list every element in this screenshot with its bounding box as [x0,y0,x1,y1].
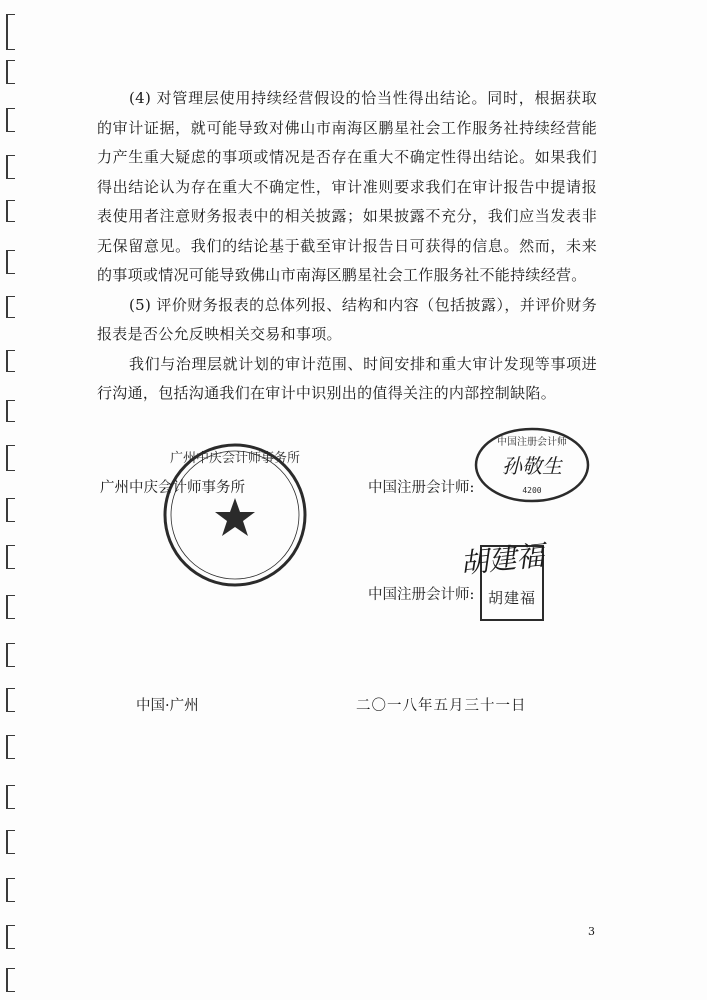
cpa-signature-1: 孙敬生 [502,454,562,478]
cpa-label-2: 中国注册会计师: [368,587,475,603]
cpa-seal-2-name: 胡建福 [487,589,536,607]
binding-mark [6,60,15,84]
binding-mark [6,155,15,179]
binding-mark [6,968,15,992]
binding-mark [6,595,15,619]
binding-mark [6,545,15,569]
cpa-signature-2: 胡建福 [458,538,546,581]
report-date: 二〇一八年五月三十一日 [356,698,527,714]
binding-mark [6,14,15,50]
binding-mark [6,643,15,667]
paragraph-presentation: (5) 评价财务报表的总体列报、结构和内容（包括披露），并评价财务报表是否公允反映相关交易和事项。 [97,295,597,343]
binding-mark [6,498,15,522]
cpa-label-1: 中国注册会计师: [368,480,475,496]
firm-seal-text: 广州中庆会计师事务所 [169,451,301,466]
body-text [97,84,597,409]
binding-mark [6,830,15,854]
cpa-seal-1-text: 中国注册会计师 [497,437,567,448]
binding-mark [6,735,15,759]
binding-mark [6,108,15,132]
binding-mark [6,200,15,222]
cpa-seal-1-code: 4200 [522,486,542,495]
cpa-seal-1 [472,425,592,505]
binding-mark [6,350,15,372]
binding-mark [6,250,15,274]
location: 中国·广州 [136,698,199,714]
firm-name: 广州中庆会计师事务所 [100,480,245,496]
paragraph-communication: 我们与治理层就计划的审计范围、时间安排和重大审计发现等事项进行沟通，包括沟通我们在审计中识别出的值得关注的内部控制缺陷。 [97,354,597,402]
paragraph-going-concern: (4) 对管理层使用持续经营假设的恰当性得出结论。同时，根据获取的审计证据，就可能导致对佛山市南海区鹏星社会工作服务社持续经营能力产生重大疑虑的事项或情况是否存在重大不确定性得出结论。如果我们得出结论认为存在重大不确定性，审计准则要求我们在审计报告中提请报表使用者注意财务报表中的相关披露；如果披露不充分，我们应当发表非无保留意见。我们的结论基于截至审计报告日可获得的信息。然而，未来的事项或情况可能导致佛山市南海区鹏星社会工作服务社不能持续经营。 [97,89,597,284]
binding-mark [6,445,15,471]
binding-mark [6,878,15,902]
binding-mark [6,925,15,949]
firm-seal [160,440,310,590]
binding-mark [6,785,15,809]
binding-mark [6,400,15,422]
binding-mark [6,296,15,318]
binding-mark [6,688,15,712]
page-number: 3 [588,925,595,938]
